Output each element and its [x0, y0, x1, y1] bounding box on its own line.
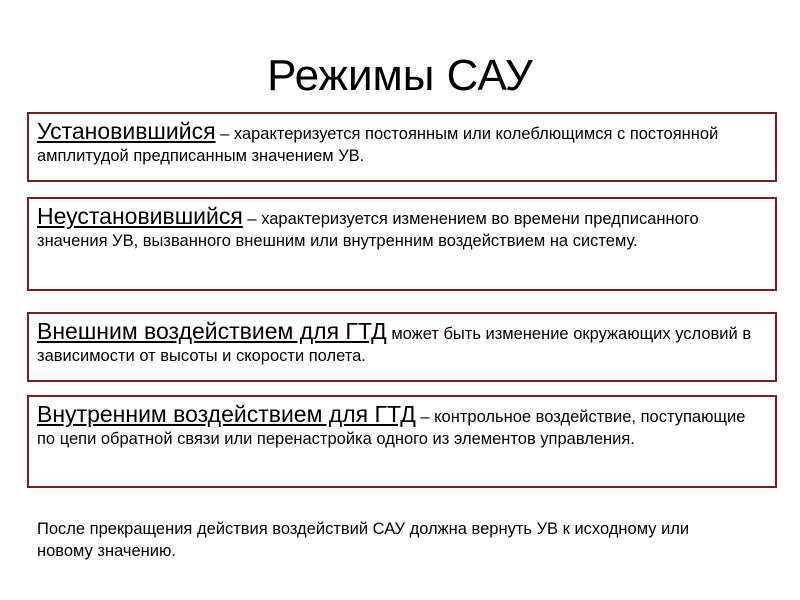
definition-paragraph — [37, 318, 767, 367]
definition-paragraph — [37, 203, 767, 252]
definition-term: Внутренним воздействием для ГТД — [37, 401, 416, 427]
definition-text: – характеризуется постоянным или колеблющимся с постоянной амплитудой предписанным значением УВ. — [37, 125, 719, 165]
definition-term: Внешним воздействием для ГТД — [37, 318, 387, 344]
definition-box-steady — [27, 112, 777, 182]
definition-term: Установившийся — [37, 118, 216, 144]
footer-note: После прекращения действия воздействий САУ должна вернуть УВ к исходному или новому значению. — [37, 520, 690, 560]
definition-term: Неустановившийся — [37, 203, 243, 229]
definition-text: может быть изменение окружающих условий в зависимости от высоты и скорости полета. — [37, 325, 752, 365]
definition-paragraph — [37, 401, 767, 450]
definition-box-external-influence — [27, 312, 777, 382]
definition-text: – характеризуется изменением во времени предписанного значения УВ, вызванного внешним или внутренним воздействием на систему. — [37, 210, 699, 250]
definition-box-internal-influence — [27, 395, 777, 488]
definition-text: – контрольное воздействие, поступающие по цепи обратной связи или перенастройка одного из элементов управления. — [37, 408, 746, 448]
definition-paragraph — [37, 118, 767, 167]
slide-title: Режимы САУ — [267, 51, 533, 100]
definition-box-unsteady — [27, 197, 777, 291]
